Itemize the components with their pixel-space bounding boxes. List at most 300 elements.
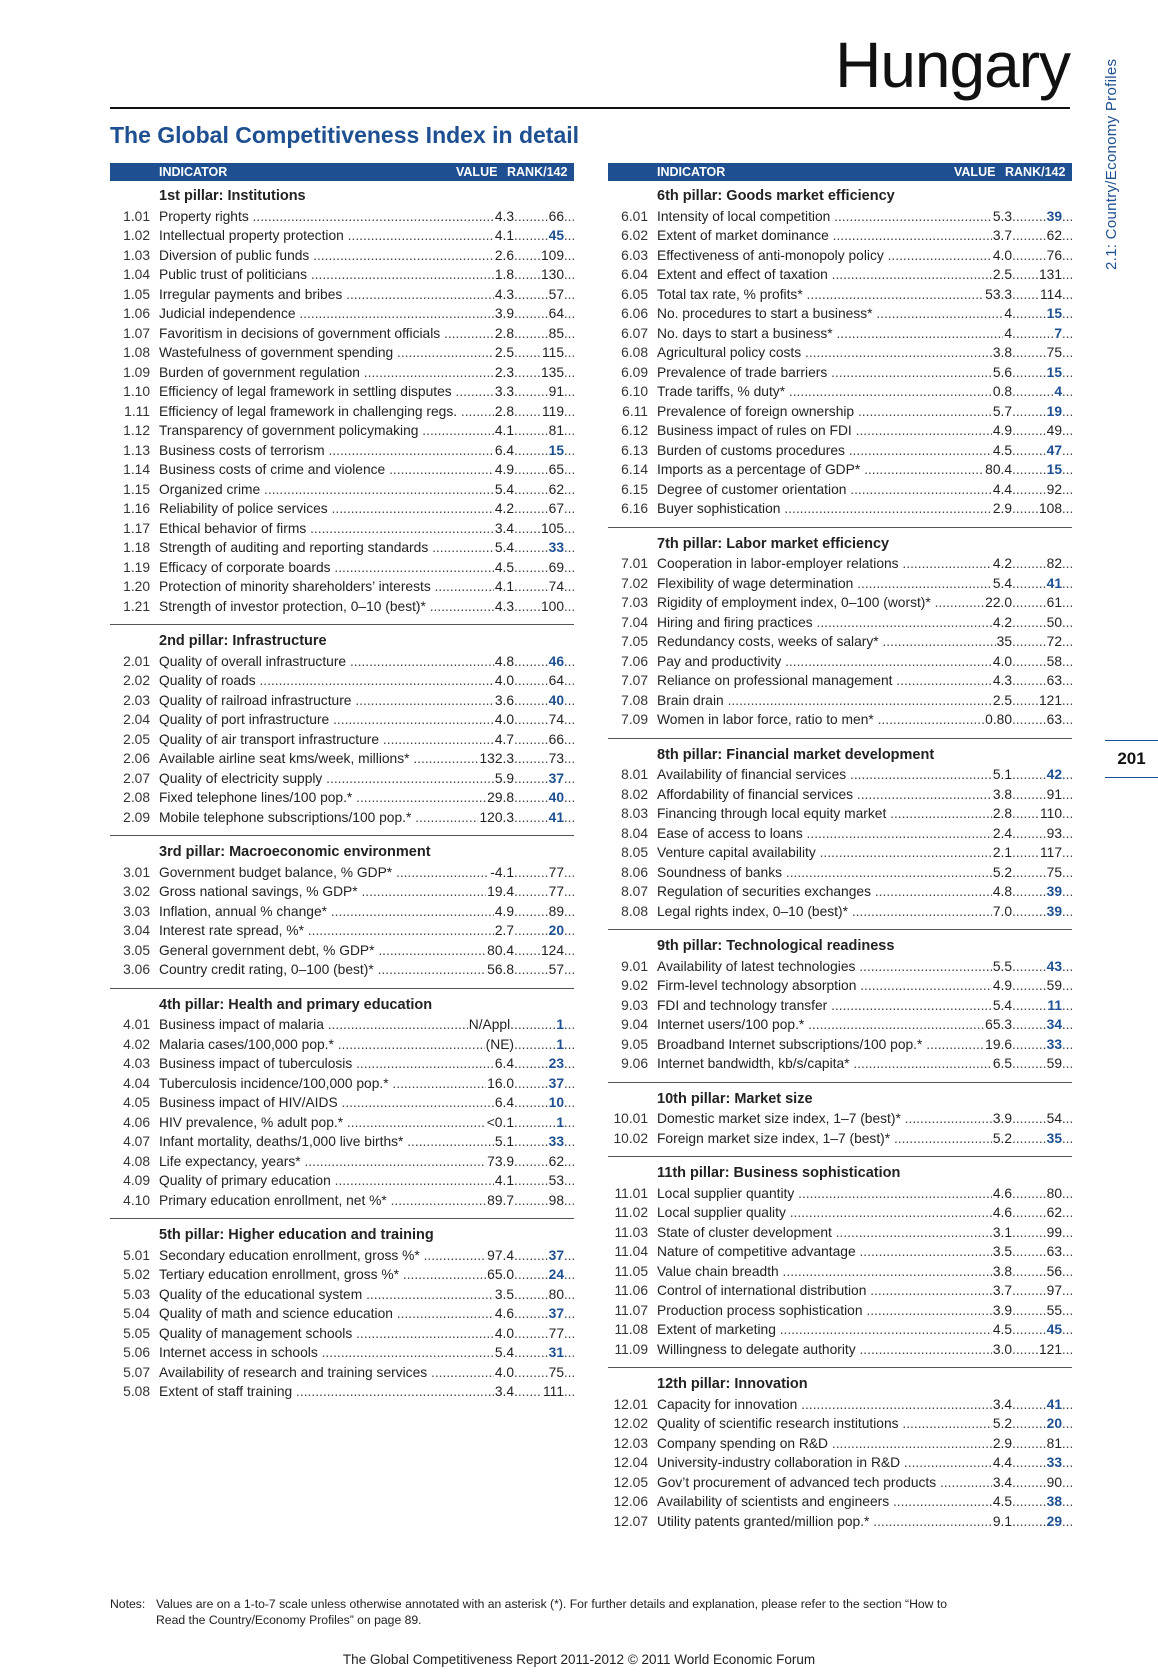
rank-number: 59 <box>1046 978 1062 993</box>
indicator-code: 6.12 <box>621 423 648 438</box>
indicator-rank <box>514 1343 574 1363</box>
rank-number: 114 <box>1040 286 1062 302</box>
indicator-value: 2.8 <box>494 324 514 344</box>
indicator-value: 5.1 <box>992 765 1012 785</box>
table-row <box>110 207 574 227</box>
indicator-code: 1.01 <box>123 208 150 224</box>
rank-number: 61 <box>1046 595 1062 610</box>
indicator-code: 4.06 <box>123 1114 150 1130</box>
indicator-name: Pay and productivity ..... <box>657 652 992 672</box>
indicator-name: Gross national savings, % GDP* ..... <box>159 882 486 902</box>
indicator-rank <box>514 1093 574 1113</box>
indicator-value: 4.6 <box>494 1304 514 1324</box>
indicator-value: 5.3 <box>992 207 1012 227</box>
indicator-rank <box>514 1054 574 1074</box>
indicator-rank <box>1012 976 1072 996</box>
indicator-rank <box>1012 902 1072 922</box>
rank-number: 80 <box>1046 1185 1062 1201</box>
indicator-code: 4.02 <box>123 1036 150 1052</box>
indicator-value: 4.0 <box>992 652 1012 672</box>
rank-number: 111 <box>543 1384 564 1399</box>
indicator-value: 5.9 <box>494 769 514 789</box>
indicator-value: 6.4 <box>494 441 514 461</box>
indicator-rank <box>514 246 574 266</box>
indicator-rank <box>514 226 574 246</box>
indicator-code: 8.04 <box>621 825 648 841</box>
indicator-name: Ethical behavior of firms ..... <box>159 519 494 539</box>
indicator-name: Infant mortality, deaths/1,000 live births* ..... <box>159 1132 494 1152</box>
rank-number: 62 <box>548 481 564 497</box>
right-table-body <box>608 187 1072 1539</box>
table-row <box>608 480 1072 500</box>
indicator-code: 4.10 <box>123 1192 150 1208</box>
indicator-code: 1.09 <box>123 364 150 380</box>
table-row <box>110 499 574 519</box>
table-row <box>608 1242 1072 1262</box>
table-row <box>110 246 574 266</box>
rank-number: 77 <box>548 864 564 880</box>
indicator-value: 4.9 <box>494 460 514 480</box>
indicator-name: Internet users/100 pop.* ..... <box>657 1015 984 1035</box>
indicator-code: 10.02 <box>613 1130 648 1146</box>
indicator-name: Effectiveness of anti-monopoly policy ..... <box>657 246 992 266</box>
indicator-code: 11.02 <box>614 1205 648 1220</box>
indicator-value: 3.4 <box>992 1473 1012 1493</box>
rank-number: 33 <box>1046 1036 1062 1052</box>
rank-number: 75 <box>1046 345 1062 360</box>
indicator-code: 8.05 <box>621 845 648 860</box>
notes-text: Values are on a 1-to-7 scale unless otherwise annotated with an asterisk (*). For further details and explanation, please refer to the section “How to <box>156 1597 948 1611</box>
rank-number: 75 <box>548 1364 564 1380</box>
country-title: Hungary <box>835 29 1070 101</box>
indicator-value: 4.1 <box>494 577 514 597</box>
indicator-value: 4.4 <box>992 480 1012 500</box>
indicator-value: 4.8 <box>494 652 514 672</box>
rank-number: 62 <box>1046 228 1062 243</box>
rank-number: 42 <box>1046 767 1062 782</box>
indicator-value: 4.1 <box>494 1171 514 1191</box>
rank-number: 77 <box>548 1325 564 1341</box>
indicator-code: 9.03 <box>621 997 648 1013</box>
table-row <box>608 304 1072 324</box>
rank-number: 98 <box>548 1192 564 1208</box>
indicator-name: Cooperation in labor-employer relations ..... <box>657 554 992 574</box>
indicator-code: 11.05 <box>614 1263 648 1279</box>
indicator-rank <box>1012 304 1072 324</box>
section-title: The Global Competitiveness Index in detail <box>110 122 580 148</box>
rank-number: 105 <box>540 520 564 536</box>
rank-number: 24 <box>548 1267 564 1282</box>
indicator-rank <box>1012 441 1072 461</box>
indicator-rank <box>514 538 574 558</box>
indicator-code: 6.13 <box>621 442 648 458</box>
indicator-value: 3.3 <box>494 382 514 402</box>
indicator-value: 4.0 <box>494 710 514 730</box>
indicator-rank <box>1012 265 1072 285</box>
indicator-value: 120.3 <box>478 808 514 828</box>
table-row <box>110 519 574 539</box>
indicator-rank <box>1012 863 1072 883</box>
indicator-rank <box>514 1074 574 1094</box>
indicator-code: 1.08 <box>123 345 150 360</box>
indicator-name: Intellectual property protection ..... <box>159 226 494 246</box>
indicator-rank <box>1012 824 1072 844</box>
page-number: 201 <box>1105 740 1158 778</box>
indicator-rank <box>1012 1015 1072 1035</box>
indicator-name: Brain drain ..... <box>657 691 992 711</box>
indicator-name: Company spending on R&D ..... <box>657 1434 992 1454</box>
table-row <box>110 480 574 500</box>
table-row <box>110 769 574 789</box>
indicator-rank <box>514 1265 574 1285</box>
indicator-value: 5.4 <box>494 538 514 558</box>
indicator-rank <box>1012 382 1072 402</box>
indicator-code: 3.06 <box>123 962 150 977</box>
indicator-rank <box>514 304 574 324</box>
indicator-rank <box>1012 554 1072 574</box>
indicator-value: 4.0 <box>494 671 514 691</box>
right-column <box>608 163 1072 1546</box>
table-row <box>608 1301 1072 1321</box>
table-row <box>110 1074 574 1094</box>
indicator-name: Extent of staff training ..... <box>159 1382 494 1402</box>
indicator-code: 8.06 <box>621 864 648 880</box>
indicator-rank <box>1012 1242 1072 1262</box>
pillar-section <box>110 632 574 836</box>
indicator-name: Foreign market size index, 1–7 (best)* ..... <box>657 1129 992 1149</box>
rank-number: 81 <box>548 423 564 438</box>
indicator-name: Government budget balance, % GDP* ..... <box>159 863 489 883</box>
indicator-rank <box>1012 1492 1072 1512</box>
rank-number: 1 <box>556 1036 564 1052</box>
table-row <box>608 1035 1072 1055</box>
notes-label: Notes: <box>110 1597 146 1611</box>
indicator-name: Quality of the educational system ..... <box>159 1285 494 1305</box>
rank-number: 59 <box>1046 1056 1062 1071</box>
indicator-rank <box>1012 1109 1072 1129</box>
table-row <box>608 1015 1072 1035</box>
indicator-name: Protection of minority shareholders’ interests ..... <box>159 577 494 597</box>
rank-number: 29 <box>1046 1513 1062 1529</box>
indicator-rank <box>514 1382 574 1402</box>
indicator-value: 4.9 <box>992 421 1012 441</box>
indicator-value: 4.6 <box>992 1203 1012 1223</box>
indicator-code: 1.19 <box>123 559 150 575</box>
indicator-value: 65.3 <box>984 1015 1012 1035</box>
pillar-section <box>110 843 574 989</box>
rank-number: 43 <box>1046 958 1062 974</box>
indicator-code: 1.13 <box>123 442 150 458</box>
table-row <box>608 843 1072 863</box>
table-row <box>608 1184 1072 1204</box>
table-row <box>110 1171 574 1191</box>
rank-number: 74 <box>548 712 564 727</box>
table-row <box>608 1262 1072 1282</box>
indicator-rank <box>1012 1129 1072 1149</box>
indicator-code: 11.09 <box>614 1341 648 1357</box>
indicator-name: Burden of government regulation ..... <box>159 363 494 383</box>
indicator-rank <box>1012 785 1072 805</box>
indicator-value: 132.3 <box>478 749 514 769</box>
indicator-code: 6.08 <box>621 345 648 360</box>
indicator-value: 3.4 <box>992 1395 1012 1415</box>
indicator-value: <0.1 <box>486 1113 514 1133</box>
rank-number: 33 <box>548 1134 564 1149</box>
indicator-name: Imports as a percentage of GDP* ..... <box>657 460 984 480</box>
indicator-value: 2.9 <box>992 1434 1012 1454</box>
indicator-value: -4.1 <box>489 863 514 883</box>
indicator-rank <box>1012 804 1072 824</box>
pillar-title: 9th pillar: Technological readiness <box>657 938 895 954</box>
indicator-rank <box>514 882 574 902</box>
indicator-code: 1.21 <box>123 598 150 614</box>
indicator-value: 73.9 <box>486 1152 514 1172</box>
indicator-name: Broadband Internet subscriptions/100 pop.* ..... <box>657 1035 984 1055</box>
table-row <box>608 1281 1072 1301</box>
pillar-title: 1st pillar: Institutions <box>159 188 306 204</box>
indicator-name: Agricultural policy costs ..... <box>657 343 992 363</box>
indicator-value: 4.4 <box>992 1453 1012 1473</box>
indicator-name: Quality of primary education ..... <box>159 1171 494 1191</box>
indicator-value: 97.4 <box>486 1246 514 1266</box>
indicator-code: 11.01 <box>614 1185 648 1201</box>
indicator-code: 8.07 <box>621 884 648 899</box>
table-row <box>608 382 1072 402</box>
table-row <box>110 1015 574 1035</box>
table-row <box>608 824 1072 844</box>
rank-number: 53 <box>548 1173 564 1188</box>
indicator-rank <box>514 324 574 344</box>
indicator-rank <box>1012 1054 1072 1074</box>
pillar-title: 10th pillar: Market size <box>657 1090 813 1107</box>
indicator-name: Internet access in schools ..... <box>159 1343 494 1363</box>
table-row <box>110 652 574 672</box>
indicator-rank <box>514 671 574 691</box>
indicator-rank <box>1012 1453 1072 1473</box>
indicator-code: 9.01 <box>621 958 648 974</box>
indicator-name: HIV prevalence, % adult pop.* ..... <box>159 1113 486 1133</box>
indicator-rank <box>1012 957 1072 977</box>
indicator-code: 6.09 <box>621 364 648 380</box>
table-row <box>608 1320 1072 1340</box>
pillar-title: 12th pillar: Innovation <box>657 1376 808 1392</box>
indicator-value: 2.8 <box>494 402 514 422</box>
indicator-name: Public trust of politicians ..... <box>159 265 494 285</box>
pillar-title: 11th pillar: Business sophistication <box>657 1165 901 1181</box>
header-rank: RANK/142 <box>507 165 568 179</box>
indicator-name: Burden of customs procedures ..... <box>657 441 992 461</box>
table-row <box>608 402 1072 422</box>
indicator-name: Control of international distribution ..... <box>657 1281 992 1301</box>
table-row <box>608 691 1072 711</box>
table-row <box>110 1382 574 1402</box>
indicator-code: 4.07 <box>123 1134 150 1149</box>
indicator-rank <box>514 577 574 597</box>
indicator-value: 2.4 <box>992 824 1012 844</box>
indicator-rank <box>514 285 574 305</box>
rank-number: 7 <box>1054 325 1062 341</box>
indicator-name: Efficiency of legal framework in settling disputes ..... <box>159 382 494 402</box>
indicator-code: 1.20 <box>123 579 150 594</box>
rank-number: 66 <box>548 208 564 224</box>
indicator-name: Strength of investor protection, 0–10 (best)* ..... <box>159 597 494 617</box>
table-row <box>110 441 574 461</box>
indicator-rank <box>1012 671 1072 691</box>
indicator-rank <box>1012 1223 1072 1243</box>
indicator-code: 1.16 <box>123 501 150 516</box>
table-row <box>608 1453 1072 1473</box>
indicator-value: 4.0 <box>494 1363 514 1383</box>
indicator-name: Availability of scientists and engineers ..... <box>657 1492 992 1512</box>
indicator-name: Inflation, annual % change* ..... <box>159 902 494 922</box>
indicator-name: Extent of market dominance ..... <box>657 226 992 246</box>
indicator-name: Quality of air transport infrastructure ..... <box>159 730 494 750</box>
indicator-name: Local supplier quality ..... <box>657 1203 992 1223</box>
table-row <box>110 1246 574 1266</box>
rank-number: 1 <box>556 1017 564 1032</box>
indicator-rank <box>514 558 574 578</box>
indicator-rank <box>1012 460 1072 480</box>
side-section-label: 2.1: Country/Economy Profiles <box>1103 58 1120 270</box>
indicator-name: Ease of access to loans ..... <box>657 824 992 844</box>
indicator-name: Total tax rate, % profits* ..... <box>657 285 984 305</box>
indicator-code: 11.08 <box>614 1322 648 1337</box>
table-row <box>608 957 1072 977</box>
table-row <box>110 343 574 363</box>
rank-number: 80 <box>548 1286 564 1302</box>
header-rank: RANK/142 <box>1005 165 1066 179</box>
table-row <box>608 632 1072 652</box>
indicator-value: 5.4 <box>494 480 514 500</box>
indicator-value: 6.4 <box>494 1054 514 1074</box>
indicator-value: 19.6 <box>984 1035 1012 1055</box>
indicator-value: 2.5 <box>992 265 1012 285</box>
indicator-rank <box>514 1363 574 1383</box>
indicator-code: 4.03 <box>123 1056 150 1071</box>
indicator-name: Reliance on professional management ..... <box>657 671 992 691</box>
table-row <box>110 730 574 750</box>
indicator-code: 9.04 <box>621 1017 648 1032</box>
indicator-code: 1.17 <box>123 520 150 536</box>
indicator-value: 3.6 <box>494 691 514 711</box>
indicator-name: Tuberculosis incidence/100,000 pop.* ..... <box>159 1074 486 1094</box>
indicator-code: 3.02 <box>123 884 150 899</box>
indicator-value: 2.3 <box>494 363 514 383</box>
indicator-name: Availability of financial services ..... <box>657 765 992 785</box>
pillar-title: 3rd pillar: Macroeconomic environment <box>159 844 431 860</box>
title-rule <box>110 107 1070 109</box>
table-row <box>110 1285 574 1305</box>
pillar-section <box>110 187 574 625</box>
indicator-code: 7.06 <box>621 653 648 669</box>
indicator-value: 4 <box>1003 324 1012 344</box>
indicator-name: Diversion of public funds ..... <box>159 246 494 266</box>
indicator-rank <box>514 1171 574 1191</box>
rank-number: 69 <box>548 559 564 575</box>
table-row <box>608 1223 1072 1243</box>
pillar-section <box>608 535 1072 739</box>
indicator-rank <box>514 1246 574 1266</box>
table-row <box>110 902 574 922</box>
table-row <box>608 765 1072 785</box>
table-row <box>110 1054 574 1074</box>
table-row <box>110 421 574 441</box>
table-row <box>110 808 574 828</box>
rank-number: 90 <box>1046 1474 1062 1490</box>
indicator-value: 35 <box>996 632 1012 652</box>
indicator-code: 1.15 <box>123 481 150 497</box>
indicator-value: 53.3 <box>984 285 1012 305</box>
table-row <box>608 460 1072 480</box>
header-value: VALUE <box>456 165 498 179</box>
indicator-value: 89.7 <box>486 1191 514 1211</box>
indicator-code: 3.04 <box>123 923 150 938</box>
rank-number: 41 <box>548 809 564 825</box>
table-row <box>608 902 1072 922</box>
indicator-code: 11.03 <box>614 1224 648 1240</box>
rank-number: 19 <box>1046 403 1062 419</box>
indicator-value: N/Appl. <box>468 1015 514 1035</box>
rank-number: 91 <box>1046 786 1062 802</box>
indicator-code: 2.08 <box>123 790 150 805</box>
indicator-name: Production process sophistication ..... <box>657 1301 992 1321</box>
header-indicator: INDICATOR <box>159 165 228 179</box>
indicator-value: 5.4 <box>494 1343 514 1363</box>
indicator-rank <box>514 788 574 808</box>
indicator-code: 6.05 <box>621 286 648 302</box>
indicator-rank <box>514 1113 574 1133</box>
table-row <box>608 593 1072 613</box>
rank-number: 31 <box>548 1345 564 1360</box>
indicator-value: 2.7 <box>494 921 514 941</box>
table-row <box>608 1203 1072 1223</box>
indicator-name: No. procedures to start a business* ..... <box>657 304 1003 324</box>
indicator-name: Business impact of malaria ..... <box>159 1015 468 1035</box>
indicator-code: 2.02 <box>123 673 150 688</box>
notes <box>110 1596 1010 1628</box>
indicator-name: Business impact of HIV/AIDS ..... <box>159 1093 494 1113</box>
indicator-value: 3.9 <box>992 1301 1012 1321</box>
indicator-rank <box>514 769 574 789</box>
rank-number: 63 <box>1046 673 1062 688</box>
indicator-name: Secondary education enrollment, gross %* ..... <box>159 1246 486 1266</box>
table-row <box>608 1434 1072 1454</box>
table-row <box>608 324 1072 344</box>
table-row <box>110 1363 574 1383</box>
indicator-rank <box>514 749 574 769</box>
indicator-rank <box>1012 1434 1072 1454</box>
pillar-section <box>608 1375 1072 1539</box>
rank-number: 15 <box>1046 462 1062 477</box>
indicator-code: 5.06 <box>123 1345 150 1360</box>
indicator-rank <box>1012 765 1072 785</box>
table-row <box>608 804 1072 824</box>
table-row <box>110 402 574 422</box>
indicator-value: 5.2 <box>992 1129 1012 1149</box>
pillar-title: 8th pillar: Financial market development <box>657 746 935 763</box>
indicator-code: 2.05 <box>123 731 150 747</box>
rank-number: 15 <box>1046 306 1062 321</box>
indicator-name: General government debt, % GDP* ..... <box>159 941 486 961</box>
table-row <box>608 1129 1072 1149</box>
rank-number: 40 <box>548 790 564 805</box>
table-row <box>110 960 574 980</box>
indicator-rank <box>514 808 574 828</box>
table-row <box>110 921 574 941</box>
table-header <box>110 163 574 181</box>
table-row <box>608 207 1072 227</box>
indicator-rank <box>1012 363 1072 383</box>
